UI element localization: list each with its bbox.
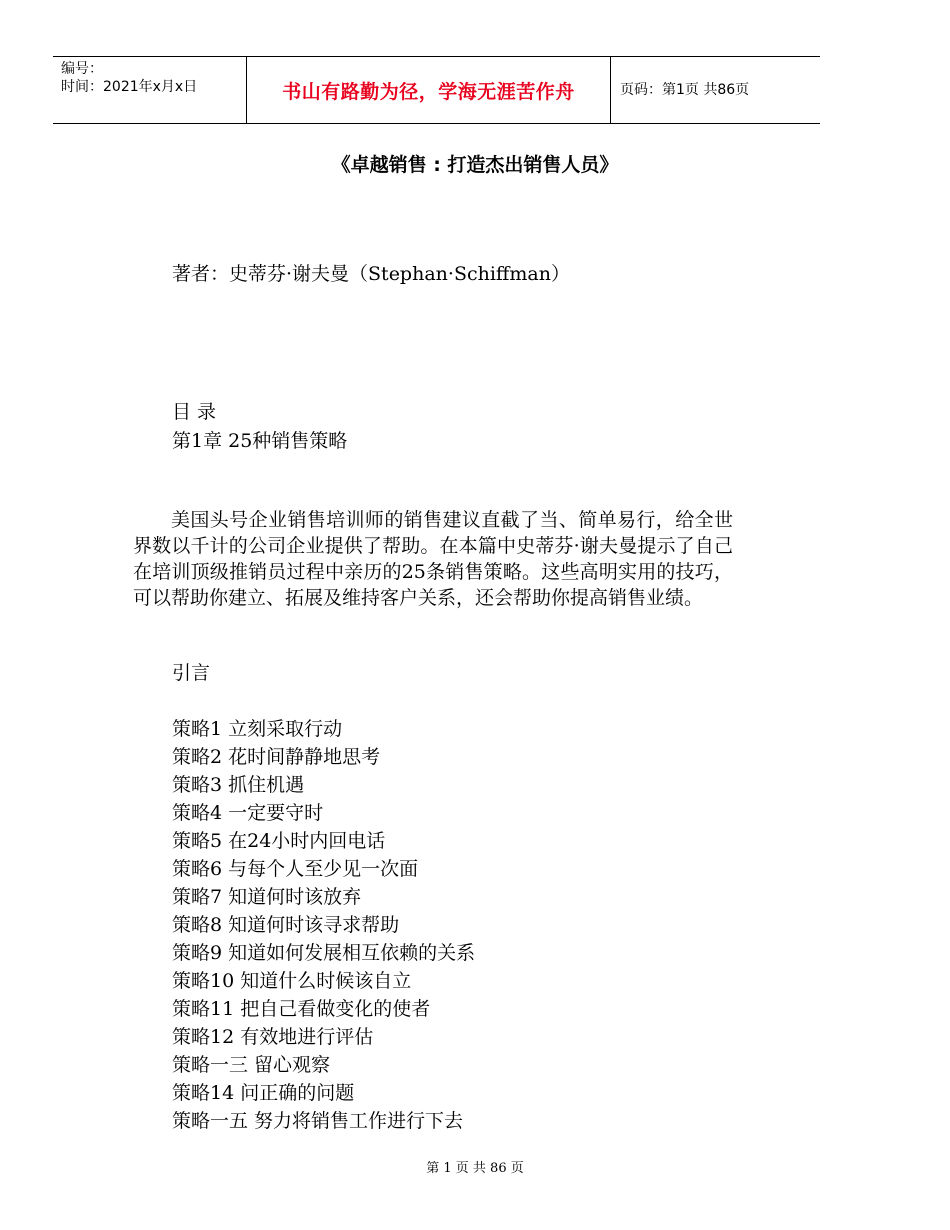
header-page-cell: [611, 57, 820, 123]
list-item: 策略一五 努力将销售工作进行下去: [172, 1110, 464, 1132]
strategy-list: [172, 715, 475, 1135]
document-title: 《卓越销售 : 打造杰出销售人员》: [331, 154, 619, 176]
foreword-heading: 引言: [172, 662, 211, 684]
toc-heading: 目 录: [172, 401, 217, 423]
document-time-label: 时间：2021年x月x日: [61, 79, 198, 95]
intro-paragraph: 美国头号企业销售培训师的销售建议直截了当、简单易行，给全世界数以千计的公司企业提供了帮助。在本篇中史蒂芬·谢夫曼提示了自己在培训顶级推销员过程中亲历的25条销售策略。这些高明实用的技巧，可以帮助你建立、拓展及维持客户关系，还会帮助你提高销售业绩。: [133, 509, 733, 609]
list-item: 策略2 花时间静静地思考: [172, 746, 381, 768]
list-item: 策略一三 留心观察: [172, 1054, 331, 1076]
list-item: 策略11 把自己看做变化的使者: [172, 998, 431, 1020]
document-number-label: 编号：: [61, 61, 103, 77]
header-motto-cell: [247, 57, 611, 123]
header-page-number: 页码：第1页 共86页: [620, 82, 750, 98]
list-item: 策略10 知道什么时候该自立: [172, 970, 412, 992]
list-item: 策略9 知道如何发展相互依赖的关系: [172, 942, 476, 964]
list-item: 策略12 有效地进行评估: [172, 1026, 374, 1048]
header-meta-cell: [53, 57, 247, 123]
list-item: 策略7 知道何时该放弃: [172, 886, 362, 908]
list-item: 策略6 与每个人至少见一次面: [172, 858, 419, 880]
header-motto: 书山有路勤为径，学海无涯苦作舟: [282, 80, 575, 103]
list-item: 策略1 立刻采取行动: [172, 718, 343, 740]
list-item: 策略14 问正确的问题: [172, 1082, 355, 1104]
list-item: 策略8 知道何时该寻求帮助: [172, 914, 400, 936]
list-item: 策略5 在24小时内回电话: [172, 830, 386, 852]
author-line: 著者：史蒂芬·谢夫曼（Stephan·Schiffman）: [172, 263, 570, 285]
page-header-table: [53, 56, 820, 124]
list-item: 策略3 抓住机遇: [172, 774, 305, 796]
list-item: 策略4 一定要守时: [172, 802, 324, 824]
chapter-heading: 第1章 25种销售策略: [172, 430, 348, 452]
page-footer: 第 1 页 共 86 页: [426, 1161, 524, 1176]
